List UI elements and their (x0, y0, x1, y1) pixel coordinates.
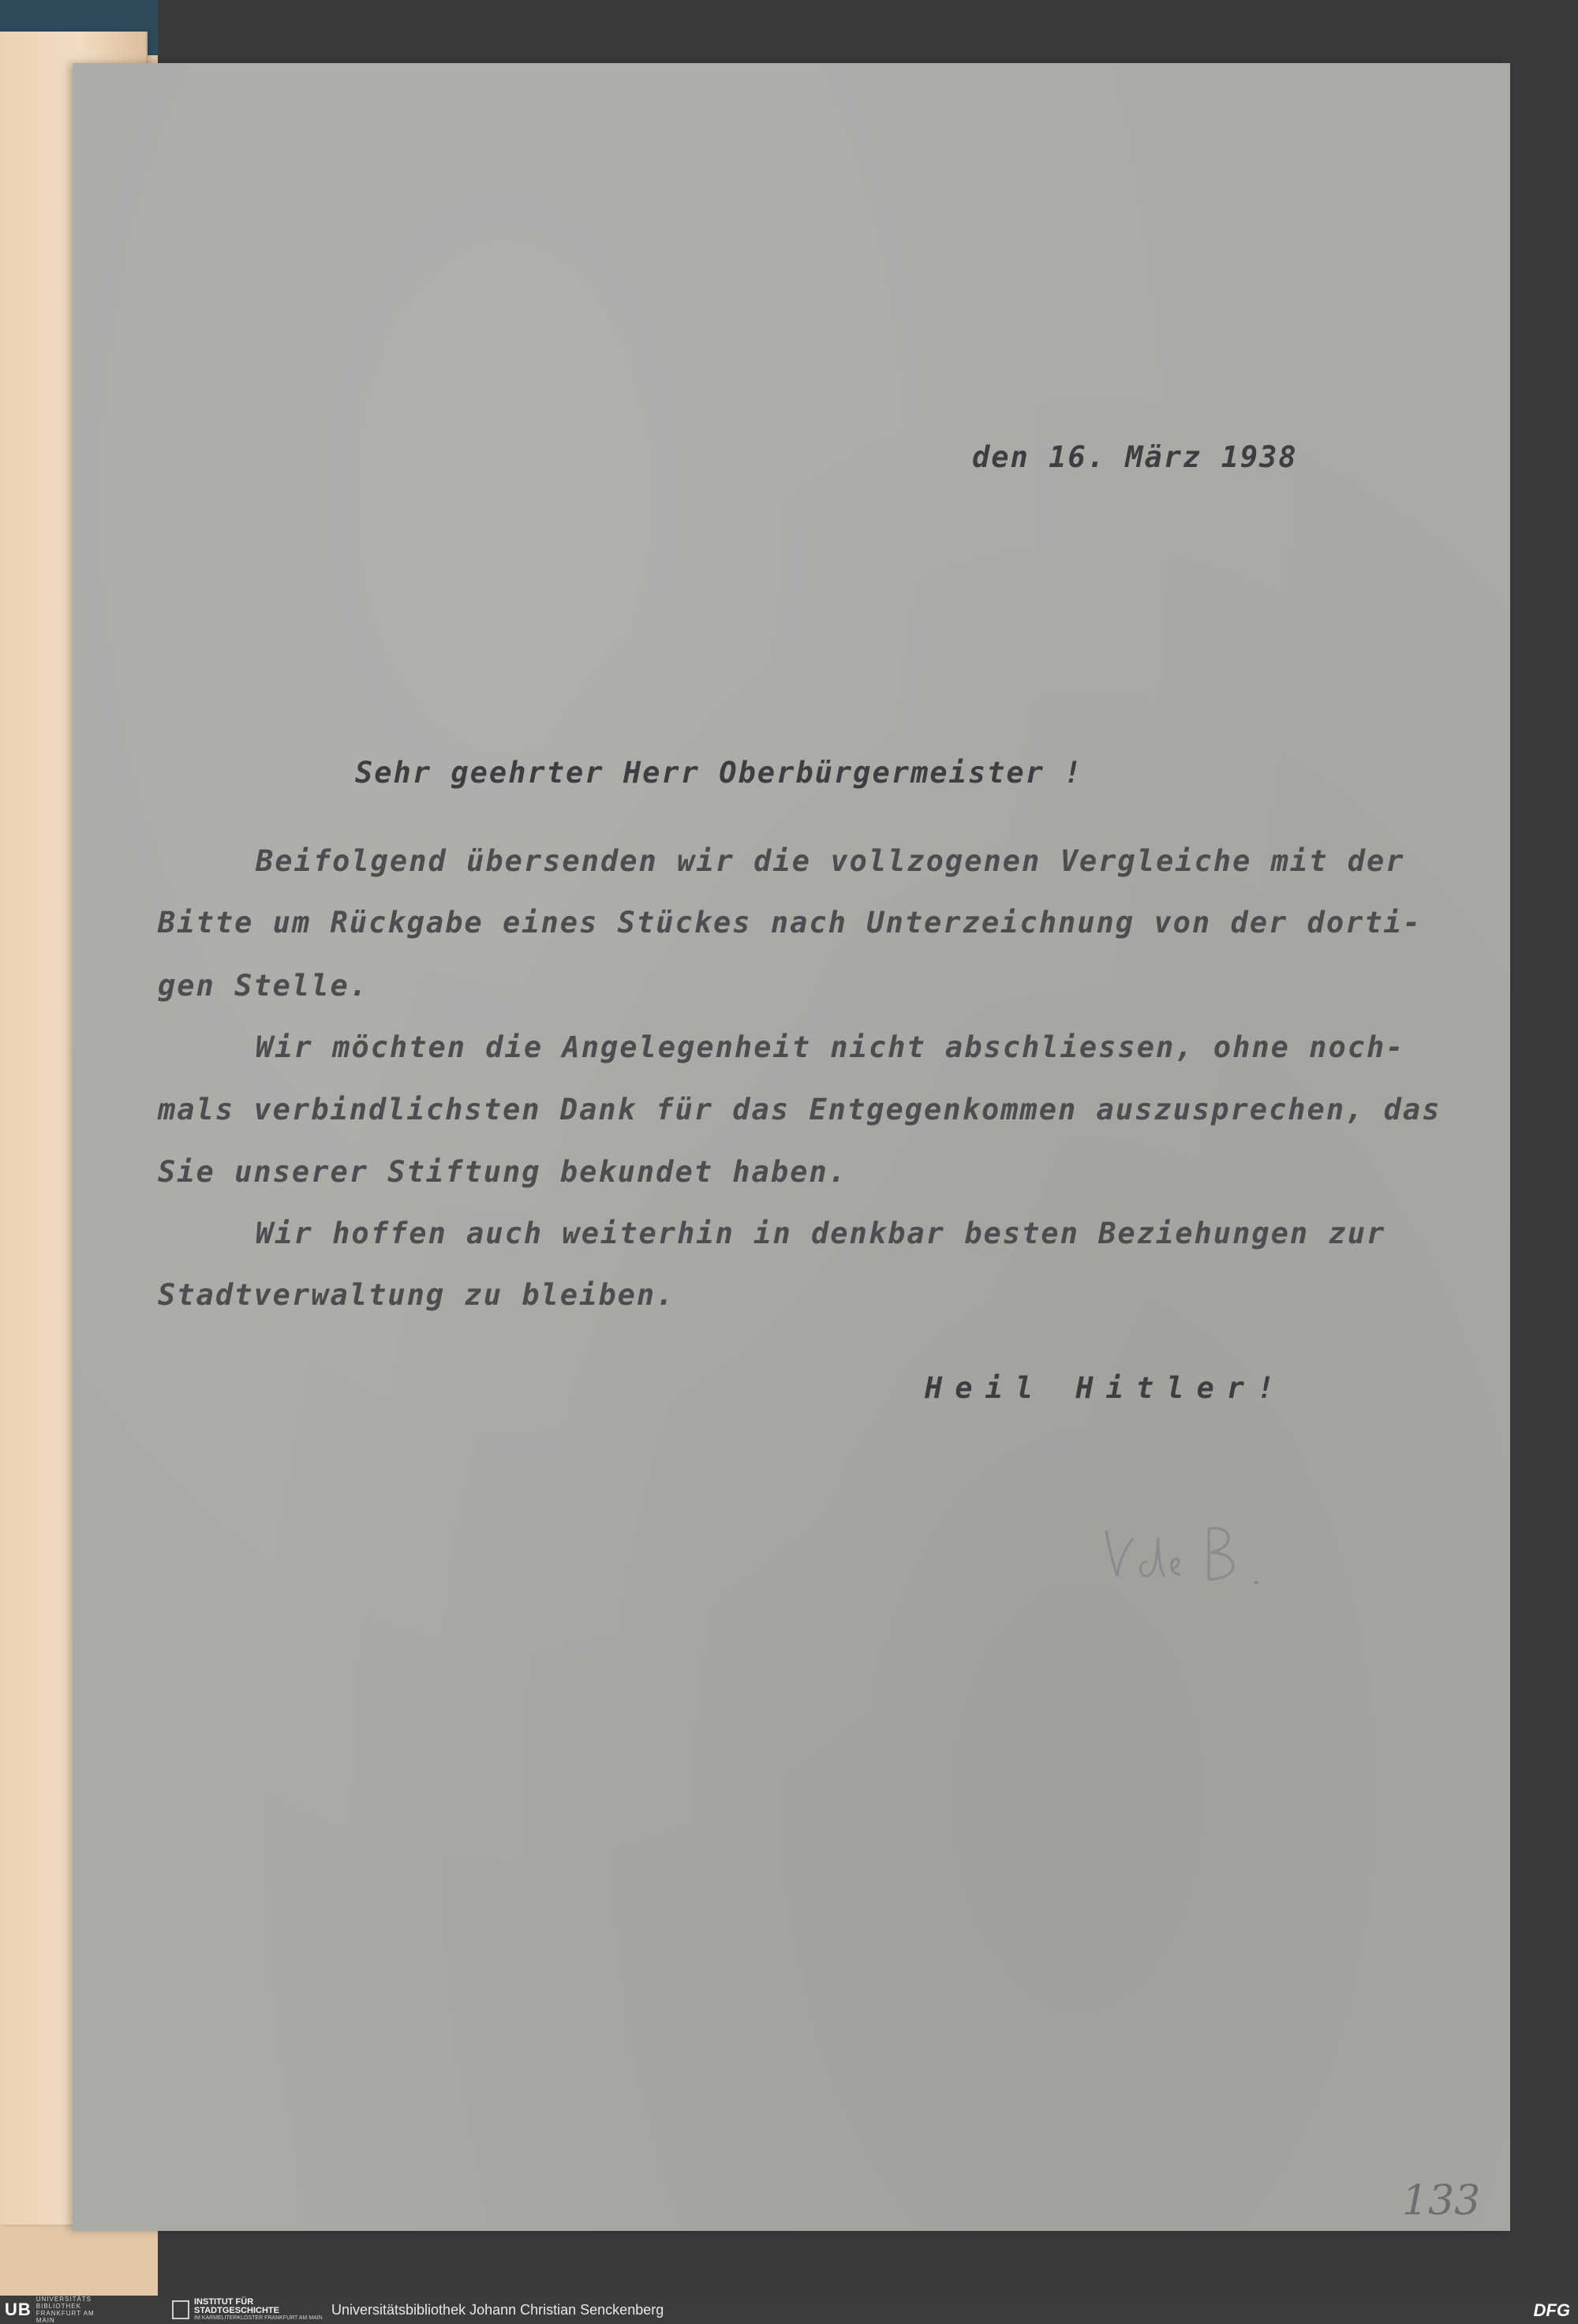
ub-logo-subtitle: UNIVERSITÄTS BIBLIOTHEK FRANKFURT AM MAIN (36, 2296, 95, 2324)
ub-logo-text: UB (5, 2300, 32, 2319)
footer-library-title: Universitätsbibliothek Johann Christian Senckenberg (331, 2302, 664, 2318)
letter-closing: Heil Hitler! (925, 1371, 1288, 1405)
body-line: gen Stelle. (158, 969, 369, 1003)
body-line: Stadtverwaltung zu bleiben. (158, 1278, 675, 1312)
letter-salutation: Sehr geehrter Herr Oberbürgermeister ! (355, 756, 1083, 790)
handwritten-signature (1098, 1507, 1303, 1594)
body-line: Wir hoffen auch weiterhin in denkbar besten Beziehungen zur (256, 1216, 1386, 1250)
body-line: Beifolgend übersenden wir die vollzogenen Vergleiche mit der (256, 844, 1405, 878)
body-line: Sie unserer Stiftung bekundet haben. (158, 1155, 847, 1189)
institute-mark-icon (172, 2300, 189, 2319)
letter-sheet (73, 63, 1510, 2231)
institute-name: INSTITUT FÜR STADTGESCHICHTE (194, 2297, 279, 2315)
body-line: mals verbindlichsten Dank für das Entgegenkommen auszusprechen, das (158, 1093, 1442, 1127)
archive-page-number: 133 (1402, 2177, 1481, 2225)
letter-date: den 16. März 1938 (972, 440, 1298, 474)
dfg-logo: DFG (1533, 2300, 1570, 2320)
body-line: Bitte um Rückgabe eines Stückes nach Unterzeichnung von der dorti- (158, 906, 1423, 940)
ub-logo (5, 2296, 115, 2324)
body-line: Wir möchten die Angelegenheit nicht abschliessen, ohne noch- (256, 1030, 1405, 1064)
footer-bar (0, 2296, 1578, 2324)
institute-subtitle: IM KARMELITERKLOSTER FRANKFURT AM MAIN (194, 2315, 323, 2321)
institute-logo (172, 2299, 336, 2321)
